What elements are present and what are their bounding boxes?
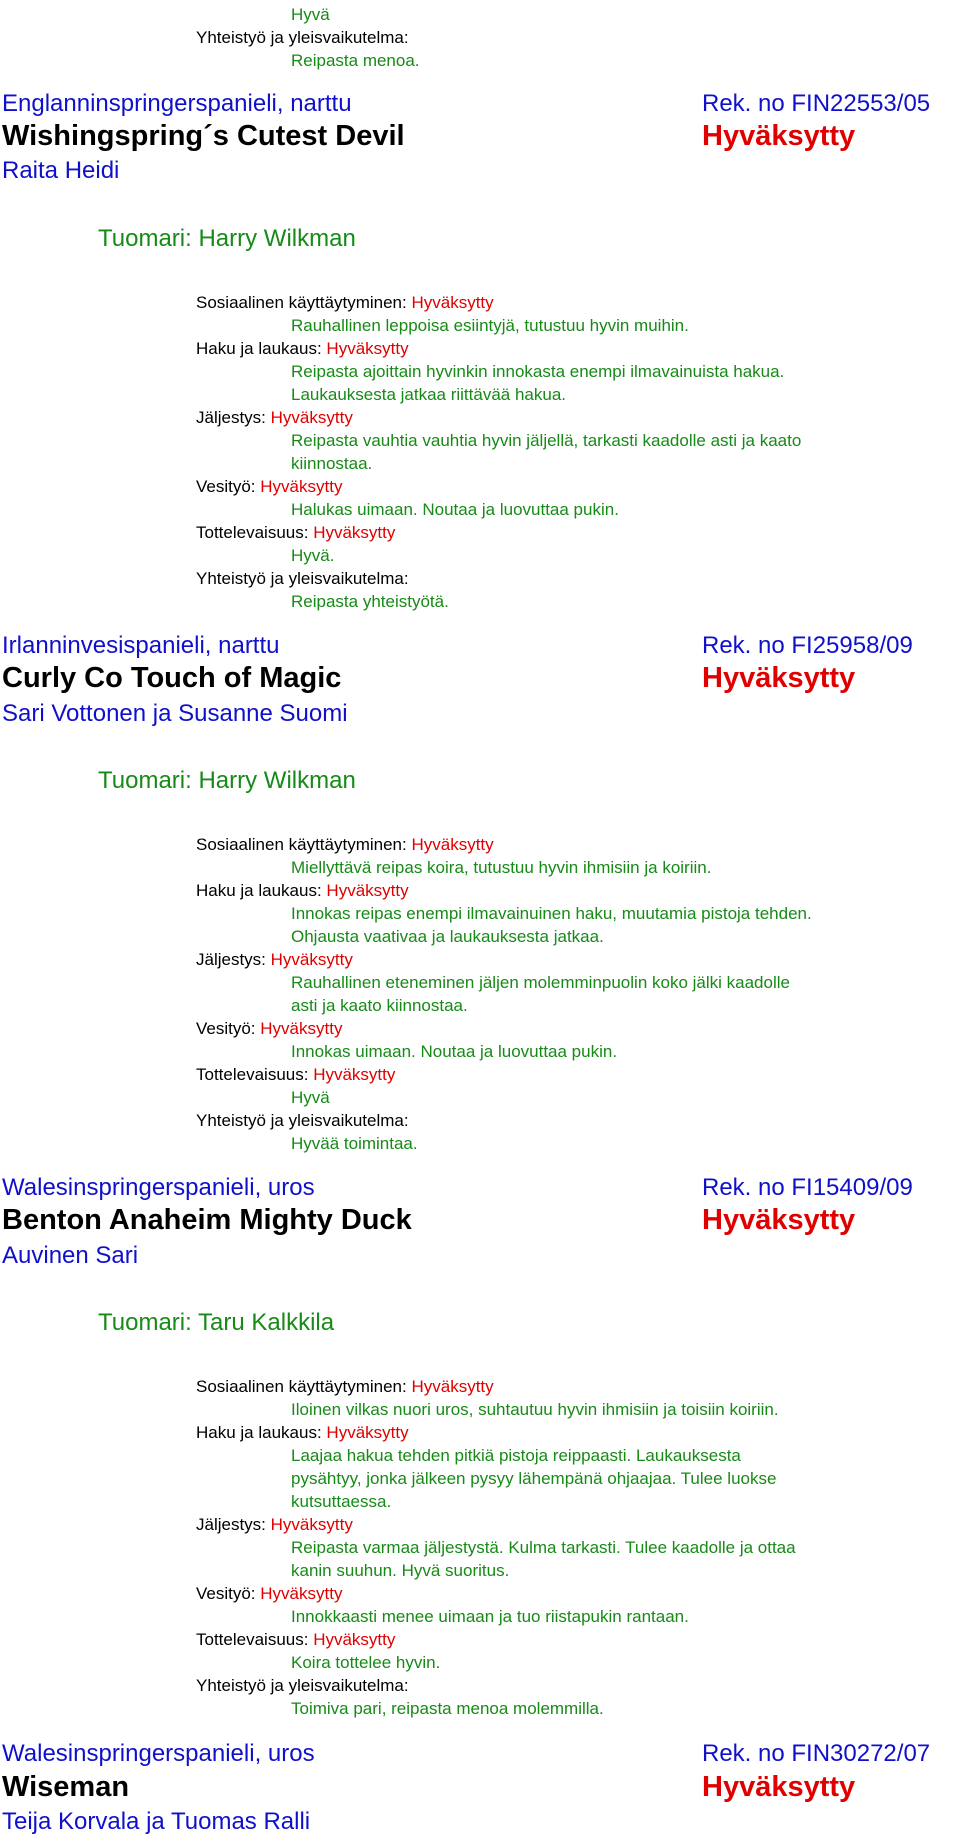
top-coop-label: Yhteistyö ja yleisvaikutelma: (196, 28, 409, 47)
track-text: kiinnostaa. (291, 454, 373, 473)
social-text: Rauhallinen leppoisa esiintyjä, tutustuu hyvin muihin. (291, 316, 689, 335)
track-result: Hyväksytty (270, 408, 353, 427)
obedience-label: Tottelevaisuus: (196, 1630, 309, 1649)
track-text: Reipasta vauhtia vauhtia hyvin jäljellä, tarkasti kaadolle asti ja kaato (291, 431, 802, 450)
track-row (196, 408, 353, 428)
social-text: Iloinen vilkas nuori uros, suhtautuu hyvin ihmisiin ja toisiin koiriin. (291, 1400, 779, 1419)
coop-label: Yhteistyö ja yleisvaikutelma: (196, 569, 409, 588)
search-text: Innokas reipas enempi ilmavainuinen haku, muutamia pistoja tehden. (291, 904, 812, 923)
water-result: Hyväksytty (260, 1019, 343, 1038)
water-label: Vesityö: (196, 1019, 256, 1038)
dog-name: Benton Anaheim Mighty Duck (2, 1204, 412, 1236)
dog-result: Hyväksytty (702, 662, 856, 694)
coop-label: Yhteistyö ja yleisvaikutelma: (196, 1676, 409, 1695)
dog-breed: Irlanninvesispanieli, narttu (2, 632, 280, 659)
obedience-row (196, 1065, 395, 1085)
track-text: kanin suuhun. Hyvä suoritus. (291, 1561, 510, 1580)
water-text: Innokas uimaan. Noutaa ja luovuttaa pukin. (291, 1042, 618, 1061)
search-label: Haku ja laukaus: (196, 339, 322, 358)
dog-result: Hyväksytty (702, 1771, 856, 1803)
search-text: pysähtyy, jonka jälkeen pysyy lähempänä ohjaajaa. Tulee luokse (291, 1469, 777, 1488)
dog-result: Hyväksytty (702, 120, 856, 152)
water-row (196, 1019, 342, 1039)
judge: Tuomari: Harry Wilkman (98, 767, 356, 794)
dog-registration: Rek. no FIN30272/07 (702, 1740, 931, 1767)
social-result: Hyväksytty (411, 1377, 494, 1396)
coop-text: Toimiva pari, reipasta menoa molemmilla. (291, 1699, 604, 1718)
water-label: Vesityö: (196, 1584, 256, 1603)
obedience-row (196, 523, 395, 543)
search-text: Reipasta ajoittain hyvinkin innokasta enempi ilmavainuista hakua. (291, 362, 785, 381)
coop-text: Hyvää toimintaa. (291, 1134, 418, 1153)
track-row (196, 950, 353, 970)
obedience-result: Hyväksytty (313, 523, 396, 542)
water-result: Hyväksytty (260, 477, 343, 496)
track-label: Jäljestys: (196, 1515, 266, 1534)
track-label: Jäljestys: (196, 408, 266, 427)
dog-owner: Teija Korvala ja Tuomas Ralli (2, 1808, 311, 1835)
dog-registration: Rek. no FI15409/09 (702, 1174, 913, 1201)
coop-text: Reipasta yhteistyötä. (291, 592, 449, 611)
search-row (196, 881, 409, 901)
search-row (196, 1423, 409, 1443)
search-text: Laukauksesta jatkaa riittävää hakua. (291, 385, 567, 404)
obedience-label: Tottelevaisuus: (196, 1065, 309, 1084)
search-result: Hyväksytty (326, 339, 409, 358)
search-label: Haku ja laukaus: (196, 881, 322, 900)
obedience-result: Hyväksytty (313, 1630, 396, 1649)
dog-name: Curly Co Touch of Magic (2, 662, 342, 694)
obedience-result: Hyväksytty (313, 1065, 396, 1084)
social-row (196, 293, 494, 313)
social-label: Sosiaalinen käyttäytyminen: (196, 293, 407, 312)
track-result: Hyväksytty (270, 950, 353, 969)
obedience-text: Koira tottelee hyvin. (291, 1653, 441, 1672)
search-text: kutsuttaessa. (291, 1492, 392, 1511)
search-row (196, 339, 409, 359)
dog-registration: Rek. no FIN22553/05 (702, 90, 931, 117)
water-row (196, 477, 342, 497)
track-text: Reipasta varmaa jäljestystä. Kulma tarkasti. Tulee kaadolle ja ottaa (291, 1538, 796, 1557)
dog-breed: Walesinspringerspanieli, uros (2, 1740, 315, 1767)
obedience-label: Tottelevaisuus: (196, 523, 309, 542)
obedience-text: Hyvä. (291, 546, 335, 565)
social-text: Miellyttävä reipas koira, tutustuu hyvin ihmisiin ja koiriin. (291, 858, 712, 877)
track-result: Hyväksytty (270, 1515, 353, 1534)
dog-breed: Walesinspringerspanieli, uros (2, 1174, 315, 1201)
search-result: Hyväksytty (326, 881, 409, 900)
track-label: Jäljestys: (196, 950, 266, 969)
track-row (196, 1515, 353, 1535)
obedience-text: Hyvä (291, 1088, 330, 1107)
coop-label: Yhteistyö ja yleisvaikutelma: (196, 1111, 409, 1130)
dog-result: Hyväksytty (702, 1204, 856, 1236)
water-text: Innokkaasti menee uimaan ja tuo riistapukin rantaan. (291, 1607, 689, 1626)
social-result: Hyväksytty (411, 293, 494, 312)
dog-name: Wiseman (2, 1771, 130, 1803)
social-label: Sosiaalinen käyttäytyminen: (196, 835, 407, 854)
dog-owner: Raita Heidi (2, 157, 120, 184)
water-row (196, 1584, 342, 1604)
dog-registration: Rek. no FI25958/09 (702, 632, 913, 659)
search-text: Ohjausta vaativaa ja laukauksesta jatkaa. (291, 927, 604, 946)
water-text: Halukas uimaan. Noutaa ja luovuttaa pukin. (291, 500, 619, 519)
social-label: Sosiaalinen käyttäytyminen: (196, 1377, 407, 1396)
search-text: Laajaa hakua tehden pitkiä pistoja reippaasti. Laukauksesta (291, 1446, 741, 1465)
social-row (196, 1377, 494, 1397)
dog-owner: Auvinen Sari (2, 1242, 139, 1269)
dog-owner: Sari Vottonen ja Susanne Suomi (2, 700, 348, 727)
track-text: asti ja kaato kiinnostaa. (291, 996, 468, 1015)
top-grade: Hyvä (291, 5, 330, 24)
social-result: Hyväksytty (411, 835, 494, 854)
search-result: Hyväksytty (326, 1423, 409, 1442)
judge: Tuomari: Harry Wilkman (98, 225, 356, 252)
obedience-row (196, 1630, 395, 1650)
water-label: Vesityö: (196, 477, 256, 496)
dog-name: Wishingspring´s Cutest Devil (2, 120, 405, 152)
water-result: Hyväksytty (260, 1584, 343, 1603)
judge: Tuomari: Taru Kalkkila (98, 1309, 335, 1336)
top-coop-text: Reipasta menoa. (291, 51, 420, 70)
social-row (196, 835, 494, 855)
track-text: Rauhallinen eteneminen jäljen molemminpuolin koko jälki kaadolle (291, 973, 790, 992)
search-label: Haku ja laukaus: (196, 1423, 322, 1442)
dog-breed: Englanninspringerspanieli, narttu (2, 90, 352, 117)
